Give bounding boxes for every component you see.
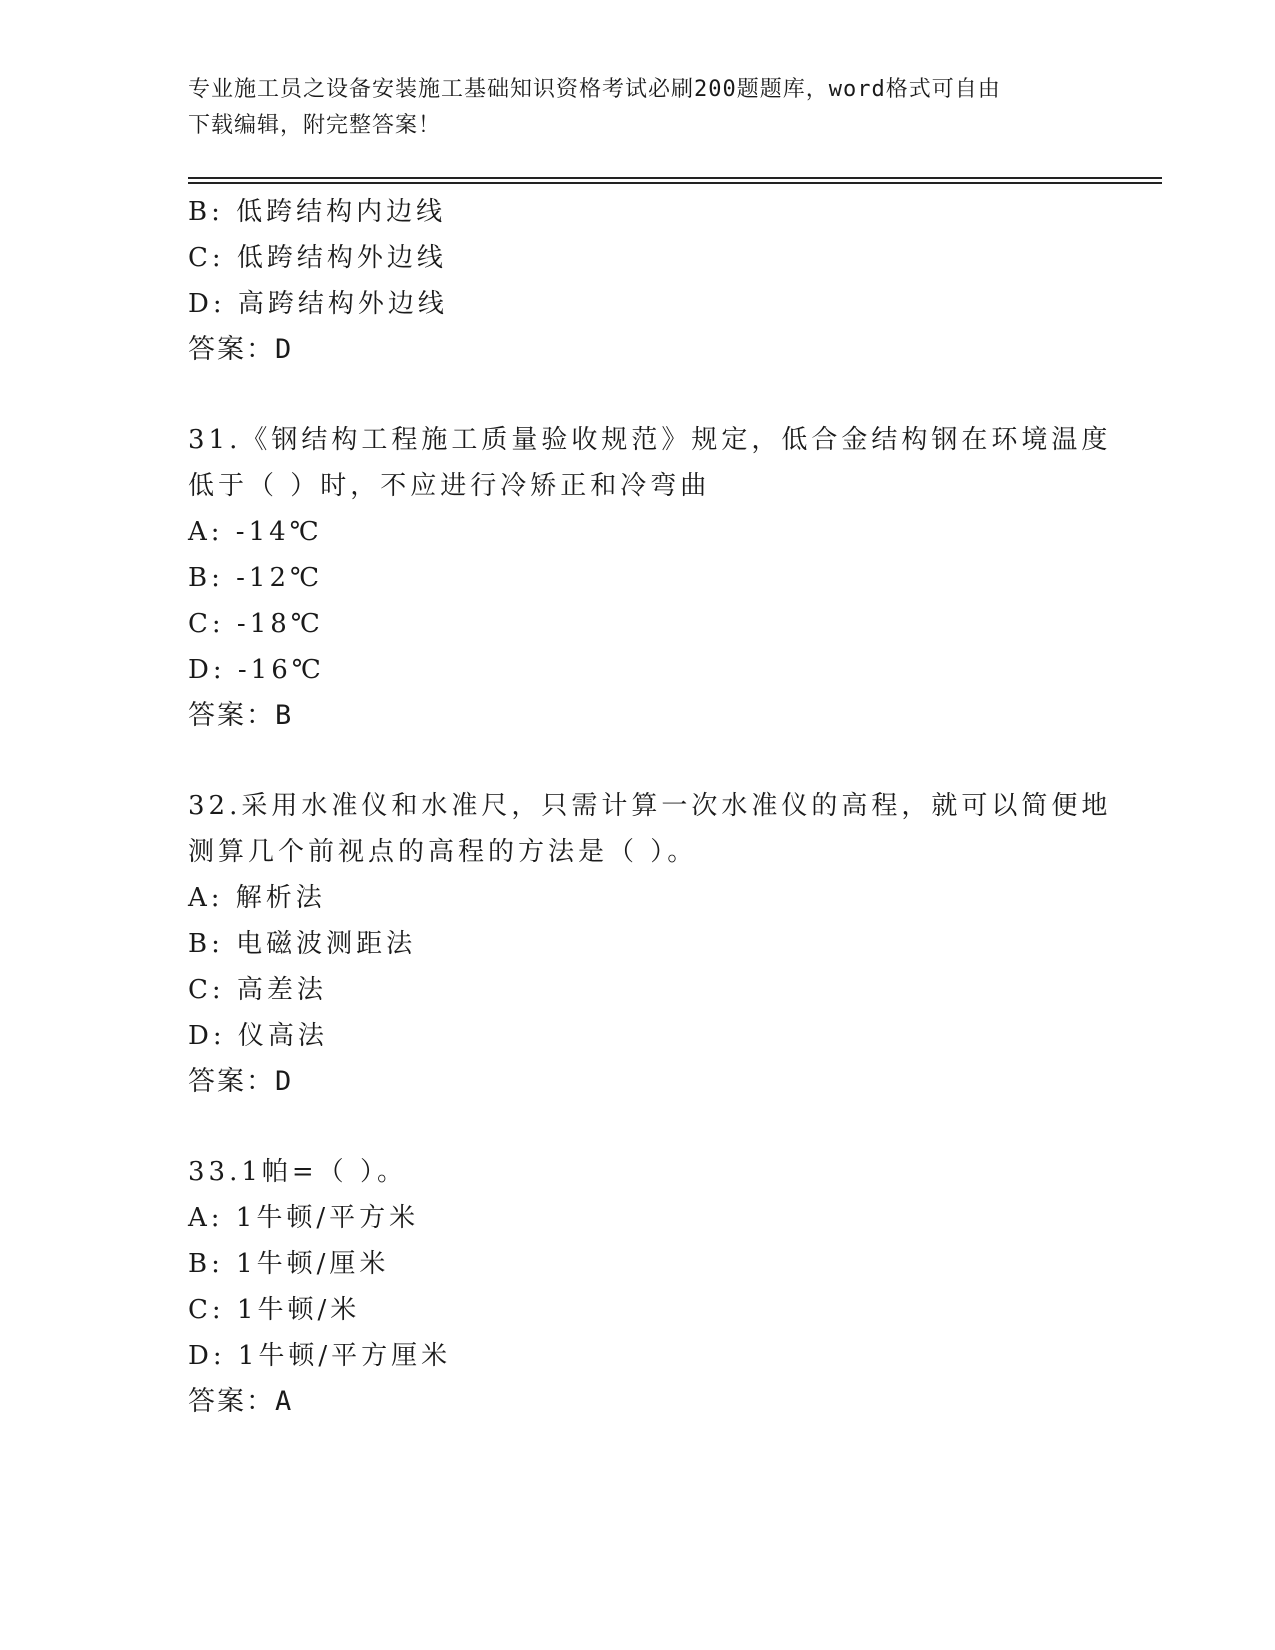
option-b: B: 低跨结构内边线 (188, 197, 447, 227)
answer-line: 答案：B (188, 700, 294, 731)
question-list (188, 189, 1128, 1425)
document-header (188, 72, 1088, 144)
option-d: D: 高跨结构外边线 (188, 289, 448, 319)
header-divider-bottom (188, 182, 1162, 184)
option-d: D: 1牛顿/平方厘米 (188, 1341, 452, 1371)
option-b: B: -12℃ (188, 563, 324, 593)
header-line-1: 专业施工员之设备安装施工基础知识资格考试必刷200题题库，word格式可自由 (188, 77, 1001, 102)
question-31 (188, 417, 1128, 739)
header-divider-top (188, 177, 1162, 179)
spacer (188, 739, 1128, 783)
question-stem-line-1: 32.采用水准仪和水准尺，只需计算一次水准仪的高程，就可以简便地 (188, 791, 1112, 821)
question-32 (188, 783, 1128, 1105)
option-c: C: 高差法 (188, 975, 327, 1005)
option-b: B: 电磁波测距法 (188, 929, 417, 959)
spacer (188, 1105, 1128, 1149)
answer-line: 答案：A (188, 1386, 294, 1417)
option-c: C: 低跨结构外边线 (188, 243, 447, 273)
answer-line: 答案：D (188, 1066, 294, 1097)
header-line-2: 下载编辑，附完整答案！ (188, 113, 442, 138)
question-stem-line-2: 低于（ ）时，不应进行冷矫正和冷弯曲 (188, 471, 711, 501)
question-33 (188, 1149, 1128, 1425)
option-a: A: 1牛顿/平方米 (188, 1203, 420, 1233)
option-a: A: -14℃ (188, 517, 323, 547)
option-d: D: 仪高法 (188, 1021, 328, 1051)
spacer (188, 373, 1128, 417)
option-b: B: 1牛顿/厘米 (188, 1249, 390, 1279)
question-stem-line-1: 31.《钢结构工程施工质量验收规范》规定，低合金结构钢在环境温度 (188, 425, 1112, 455)
answer-line: 答案：D (188, 334, 294, 365)
option-a: A: 解析法 (188, 883, 326, 913)
question-stem-line-1: 33.1帕=（ ）。 (188, 1157, 407, 1187)
option-d: D: -16℃ (188, 655, 325, 685)
question-30-continued (188, 189, 1128, 373)
option-c: C: 1牛顿/米 (188, 1295, 361, 1325)
question-stem-line-2: 测算几个前视点的高程的方法是（ ）。 (188, 837, 698, 867)
option-c: C: -18℃ (188, 609, 324, 639)
